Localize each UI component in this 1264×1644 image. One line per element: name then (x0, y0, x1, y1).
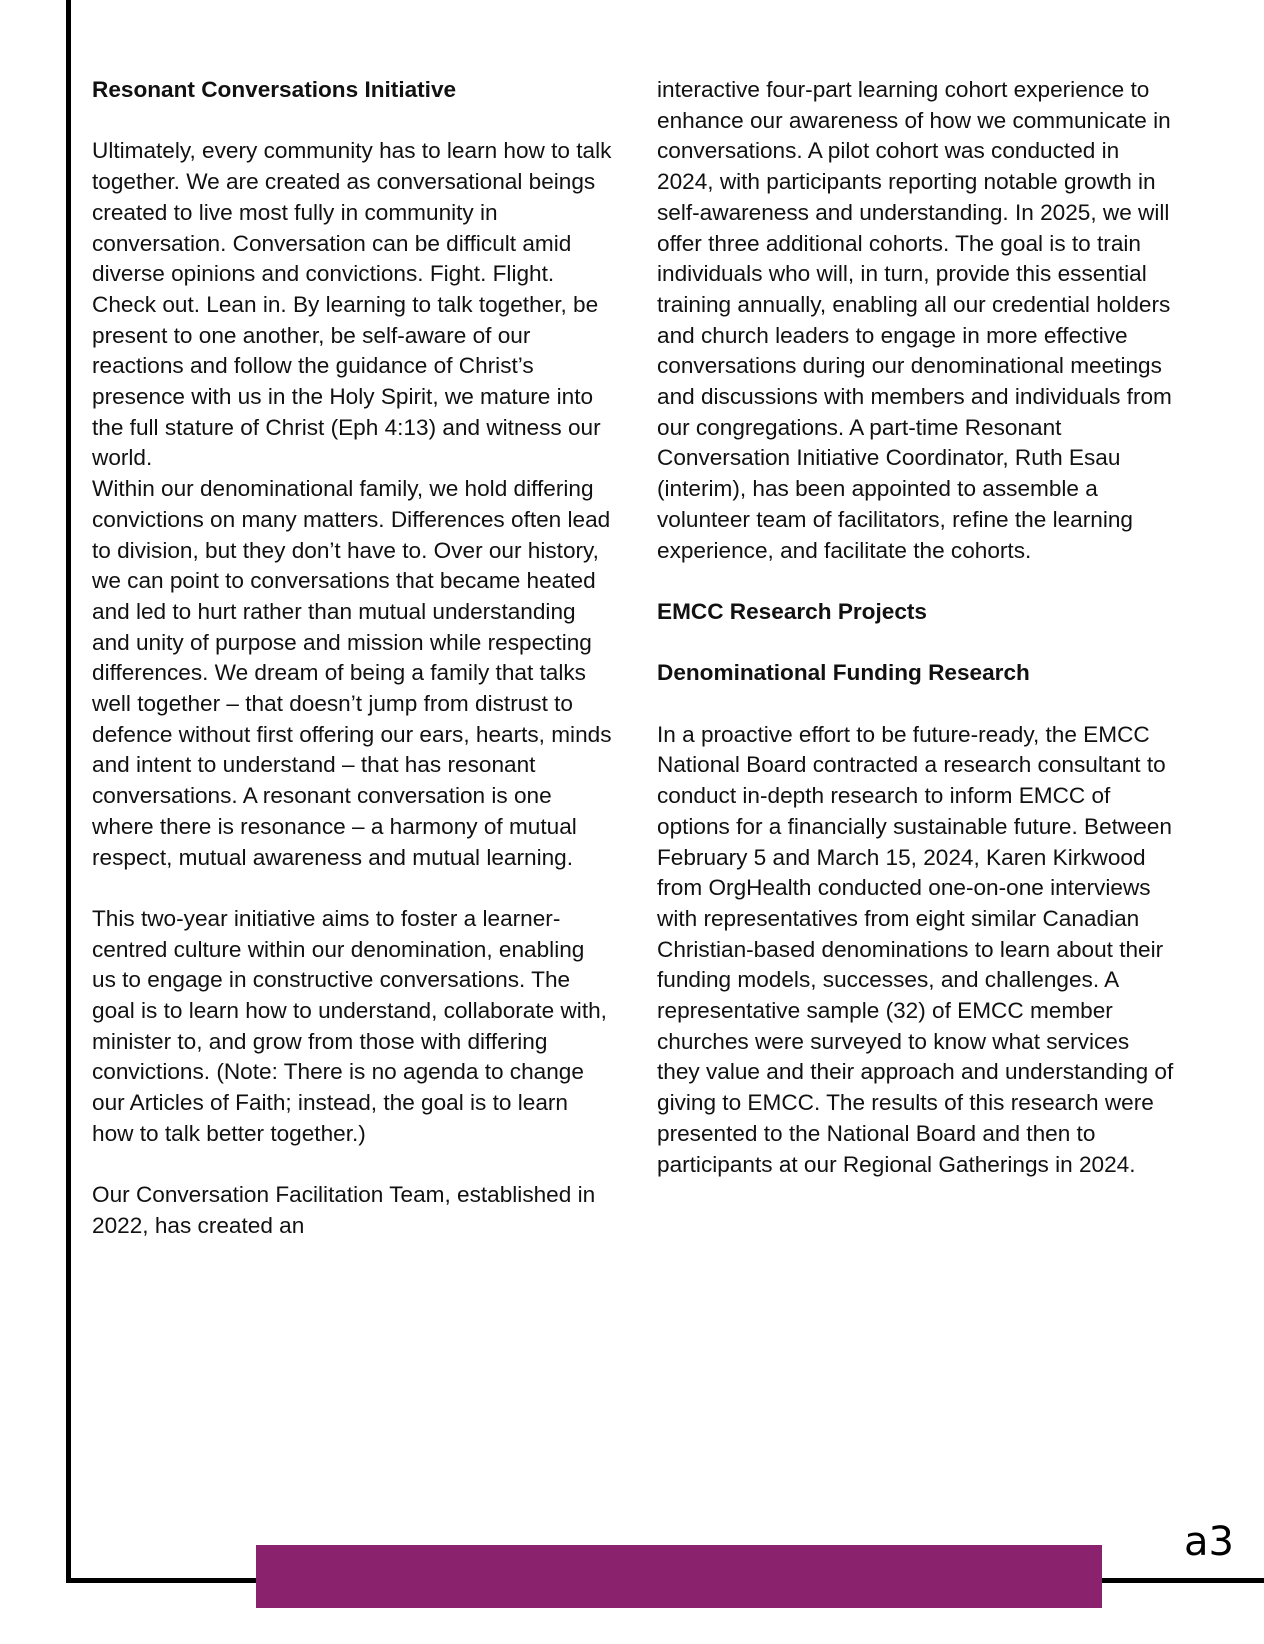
spacer (92, 1150, 612, 1181)
body-paragraph-continuation: interactive four-part learning cohort experience to enhance our awareness of how we communicate in conversations. A pilot cohort was conducted in 2024, with participants reporting notable growth in self-awareness and understanding. In 2025, we will offer three additional cohorts. The goal is to train individuals who will, in turn, provide this essential training annually, enabling all our credential holders and church leaders to engage in more effective conversations during our denominational meetings and discussions with members and individuals from our congregations. A part-time Resonant Conversation Initiative Coordinator, Ruth Esau (interim), has been appointed to assemble a volunteer team of facilitators, refine the learning experience, and facilitate the cohorts. (657, 77, 1172, 563)
subsection-heading-funding-research: Denominational Funding Research (657, 660, 1030, 686)
body-paragraph-1: Ultimately, every community has to learn how to talk together. We are created as conversational beings created to live most fully in community in conversation. Conversation can be difficult amid diverse opinions and convictions. Fight. Flight. Check out. Lean in. By learning to talk together, be present to one another, be self-aware of our reactions and follow the guidance of Christ’s presence with us in the Holy Spirit, we mature into the full stature of Christ (Eph 4:13) and witness our world. (92, 138, 612, 471)
spacer (92, 873, 612, 904)
right-column (657, 75, 1177, 1180)
body-paragraph-2: Within our denominational family, we hold differing convictions on many matters. Differences often lead to division, but they don’t have to. Over our history, we can point to conversations that became heated and led to hurt rather than mutual understanding and unity of purpose and mission while respecting differences. We dream of being a family that talks well together – that doesn’t jump from distrust to defence without first offering our ears, hearts, minds and intent to understand – that has resonant conversations. A resonant conversation is one where there is resonance – a harmony of mutual respect, mutual awareness and mutual learning. (92, 476, 612, 870)
body-paragraph-3: This two-year initiative aims to foster a learner-centred culture within our denomination, enabling us to engage in constructive conversations. The goal is to learn how to understand, collaborate with, minister to, and grow from those with differing convictions. (Note: There is no agenda to change our Articles of Faith; instead, the goal is to learn how to talk better together.) (92, 905, 607, 1146)
body-paragraph-4: Our Conversation Facilitation Team, established in 2022, has created an (92, 1182, 596, 1238)
page-number: a3 (1184, 1519, 1234, 1565)
page-frame-left-border (66, 0, 71, 1580)
footer-accent-bar (256, 1545, 1102, 1608)
left-column (92, 75, 612, 1242)
section-heading-research-projects: EMCC Research Projects (657, 598, 927, 624)
body-paragraph-research: In a proactive effort to be future-ready, the EMCC National Board contracted a research consultant to conduct in-depth research to inform EMCC of options for a financially sustainable future. Between February 5 and March 15, 2024, Karen Kirkwood from OrgHealth conducted one-on-one interviews with representatives from eight similar Canadian Christian-based denominations to learn about their funding models, successes, and challenges. A representative sample (32) of EMCC member churches were surveyed to know what services they value and their approach and understanding of giving to EMCC. The results of this research were presented to the National Board and then to participants at our Regional Gatherings in 2024. (657, 721, 1174, 1177)
spacer (92, 106, 612, 137)
spacer (657, 566, 1177, 597)
spacer (657, 628, 1177, 659)
section-heading-resonant-conversations: Resonant Conversations Initiative (92, 77, 457, 102)
spacer (657, 689, 1177, 720)
